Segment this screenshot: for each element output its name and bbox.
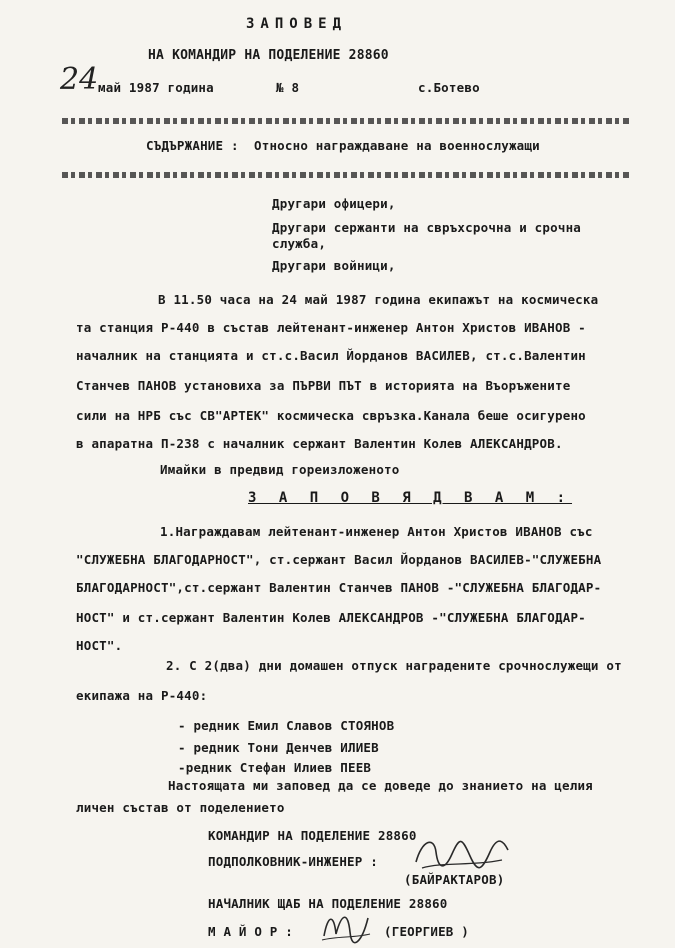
- subject-label: СЪДЪРЖАНИЕ :: [146, 138, 239, 153]
- chief-of-staff-title: НАЧАЛНИК ЩАБ НА ПОДЕЛЕНИЕ 28860: [208, 896, 448, 911]
- order-line: 2. С 2(два) дни домашен отпуск наградените срочнослужещи от: [166, 658, 622, 673]
- body-line: Имайки в предвид гореизложеното: [160, 462, 400, 477]
- body-line: сили на НРБ със СВ"АРТЕК" космическа свръзка.Каналa беше осигурено: [76, 408, 586, 423]
- addressee-line: Другари офицери,: [272, 196, 396, 211]
- place-name: с.Ботево: [418, 80, 480, 95]
- commander-rank: ПОДПОЛКОВНИК-ИНЖЕНЕР :: [208, 854, 378, 869]
- soldier-item: - редник Емил Славов СТОЯНОВ: [178, 718, 395, 733]
- body-line: началник на станцията и ст.с.Васил Йорданов ВАСИЛЕВ, ст.с.Валентин: [76, 348, 586, 363]
- order-line: "СЛУЖЕБНА БЛАГОДАРНОСТ", ст.сержант Васил Йорданов ВАСИЛЕВ-"СЛУЖЕБНА: [76, 552, 602, 567]
- order-line: НОСТ".: [76, 638, 123, 653]
- commander-name: (БАЙРАКТАРОВ): [404, 872, 505, 887]
- date-text: май 1987 година: [98, 80, 214, 95]
- order-line: БЛАГОДАРНОСТ",ст.сержант Валентин Станчев ПАНОВ -"СЛУЖЕБНА БЛАГОДАР-: [76, 580, 602, 595]
- handwritten-date-day: 24: [60, 62, 99, 97]
- body-line: та станция Р-440 в състав лейтенант-инженер Антон Христов ИВАНОВ -: [76, 320, 586, 335]
- order-line: екипажа на Р-440:: [76, 688, 208, 703]
- closing-line: личен състав от поделението: [76, 800, 285, 815]
- closing-line: Настоящата ми заповед да се доведе до знанието на целия: [168, 778, 593, 793]
- subject-text: Относно награждаване на военнослужащи: [254, 138, 540, 153]
- chief-of-staff-rank: М А Й О Р :: [208, 924, 293, 939]
- soldier-item: - редник Тони Денчев ИЛИЕВ: [178, 740, 379, 755]
- order-heading: З А П О В Я Д В А М :: [248, 490, 573, 506]
- dashed-separator-bottom: [62, 172, 630, 178]
- order-number: № 8: [276, 80, 300, 95]
- addressee-line: Другари сержанти на свръхсрочна и срочна: [272, 220, 582, 235]
- dashed-separator-top: [62, 118, 630, 124]
- document-title: ЗАПОВЕД: [246, 16, 348, 32]
- addressee-line: Другари войници,: [272, 258, 396, 273]
- body-line: в апаратна П-238 с началник сержант Валентин Колев АЛЕКСАНДРОВ.: [76, 436, 563, 451]
- addressee-line: служба,: [272, 236, 327, 251]
- chief-of-staff-signature-icon: [318, 908, 374, 946]
- body-line: В 11.50 часа на 24 май 1987 година екипажът на космическа: [158, 292, 599, 307]
- order-line: НОСТ" и ст.сержант Валентин Колев АЛЕКСАНДРОВ -"СЛУЖЕБНА БЛАГОДАР-: [76, 610, 586, 625]
- commander-title: КОМАНДИР НА ПОДЕЛЕНИЕ 28860: [208, 828, 417, 843]
- chief-of-staff-name: (ГЕОРГИЕВ ): [384, 924, 469, 939]
- body-line: Станчев ПАНОВ установиха за ПЪРВИ ПЪТ в историята на Въоръжените: [76, 378, 571, 393]
- soldier-item: -редник Стефан Илиев ПЕЕВ: [178, 760, 372, 775]
- order-line: 1.Награждавам лейтенант-инженер Антон Христов ИВАНОВ със: [160, 524, 593, 539]
- document-subtitle: НА КОМАНДИР НА ПОДЕЛЕНИЕ 28860: [148, 48, 389, 63]
